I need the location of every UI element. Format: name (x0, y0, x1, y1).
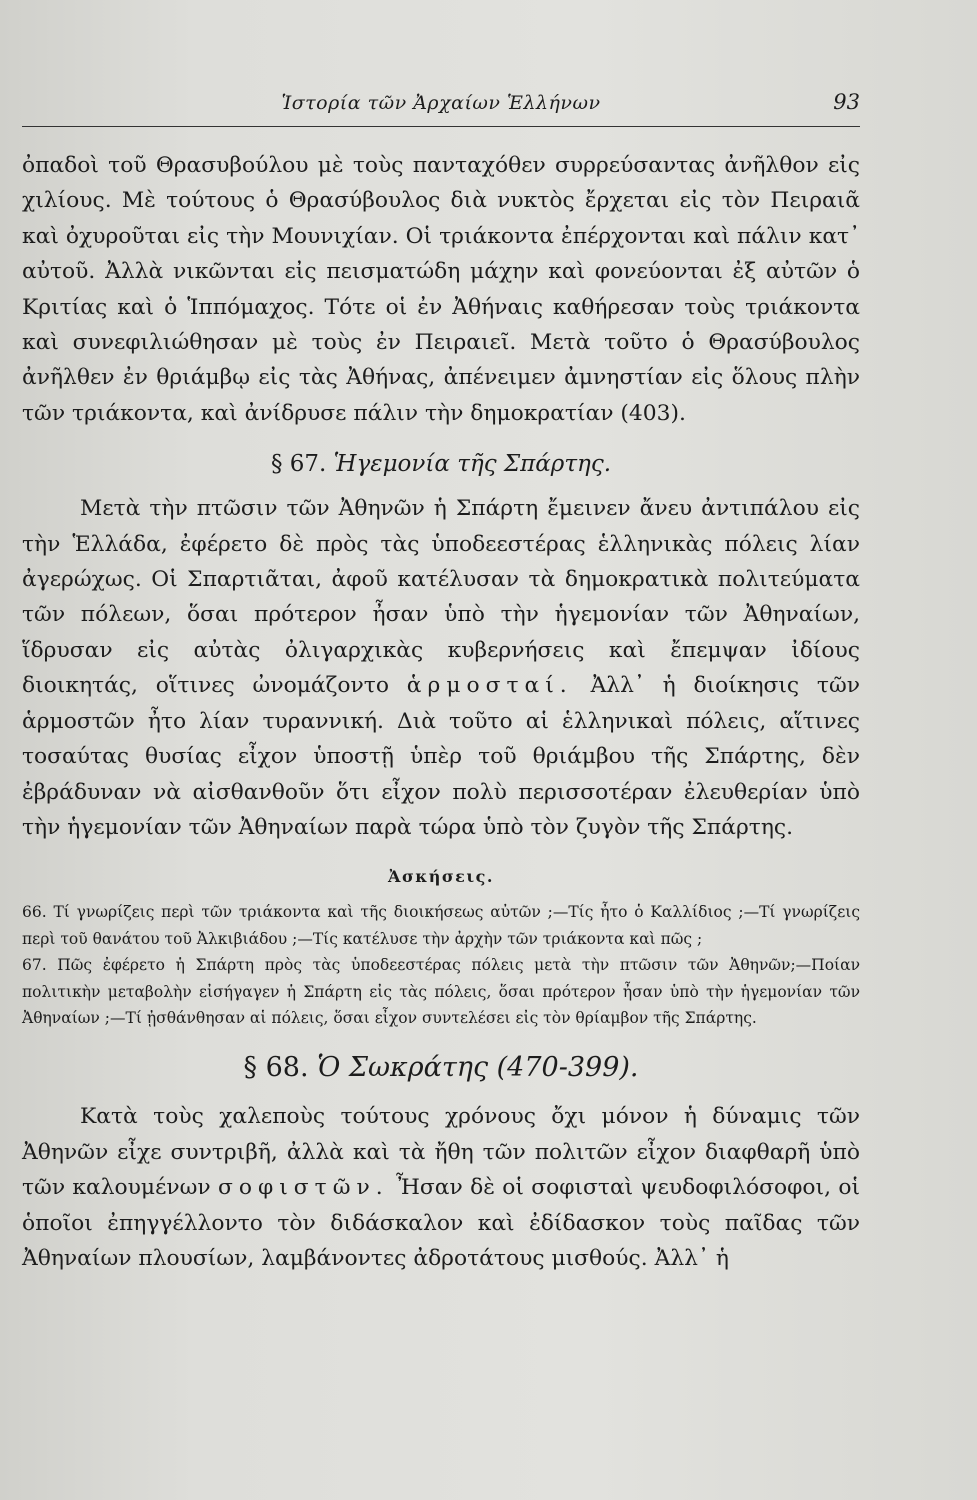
paragraph-socrates-b: Ἦσαν δὲ οἱ σοφισταὶ ψευδοφιλόσοφοι, οἱ ὁποῖοι ἐπηγγέλλοντο τὸν διδάσκαλον καὶ ἐδίδασκον τοὺς παῖδας τῶν Ἀθηναίων πλουσίων, λαμβάνοντες ἀδροτάτους μισθούς. Ἀλλ᾽ ἡ (22, 1175, 860, 1271)
paragraph-socrates-a: Κατὰ τοὺς χαλεποὺς τούτους χρόνους ὄχι μόνον ἡ δύναμις τῶν Ἀθηνῶν εἶχε συντριβῆ, ἀλλὰ καὶ τὰ ἤθη τῶν πολιτῶν εἶχον διαφθαρῆ ὑπὸ τῶν καλουμένων (22, 1104, 860, 1201)
paragraph-spartan-hegemony-a: Μετὰ τὴν πτῶσιν τῶν Ἀθηνῶν ἡ Σπάρτη ἔμεινεν ἄνευ ἀντιπάλου εἰς τὴν Ἑλλάδα, ἐφέρετο δὲ πρὸς τὰς ὑποδεεστέρας ἑλληνικὰς πόλεις λίαν ἀγερώχως. Οἱ Σπαρτιᾶται, ἀφοῦ κατέλυσαν τὰ δημοκρατικὰ πολιτεύματα τῶν πόλεων, ὅσαι πρότερον ἦσαν ὑπὸ τὴν ἡγεμονίαν τῶν Ἀθηναίων, ἵδρυσαν εἰς αὐτὰς ὀλιγαρχικὰς κυβερνήσεις καὶ ἔπεμψαν ἰδίους διοικητάς, οἵτινες ὠνομάζοντο (22, 496, 860, 699)
page-number: 93 (833, 90, 860, 114)
page-body (22, 148, 860, 1276)
running-title: Ἱστορία τῶν Ἀρχαίων Ἑλλήνων (281, 92, 601, 114)
exercises-heading: Ἀσκήσεις. (388, 867, 494, 887)
page-header (22, 88, 860, 124)
exercise-66: 66. Τί γνωρίζεις περὶ τῶν τριάκοντα καὶ τῆς διοικήσεως αὐτῶν ;—Τίς ἦτο ὁ Καλλίδιος ;—Τί γνωρίζεις περὶ τοῦ θανάτου τοῦ Ἀλκιβιάδου ;—Τίς κατέλυσε τὴν ἀρχὴν τῶν τριάκοντα καὶ πῶς ; (22, 903, 860, 948)
term-harmostai: ἁρμοσταί. (406, 673, 573, 699)
paragraph-spartan-hegemony-b: Ἀλλ᾽ ἡ διοίκησις τῶν ἁρμοστῶν ἦτο λίαν τυραννική. Διὰ τοῦτο αἱ ἑλληνικαὶ πόλεις, αἵτινες τοσαύτας θυσίας εἶχον ὑποστῇ ὑπὲρ τοῦ θριάμβου τῆς Σπάρτης, δὲν ἐβράδυναν νὰ αἰσθανθοῦν ὅτι εἶχον πολὺ περισσοτέραν ἐλευθερίαν ὑπὸ τὴν ἡγεμονίαν τῶν Ἀθηναίων παρὰ τώρα ὑπὸ τὸν ζυγὸν τῆς Σπάρτης. (22, 673, 861, 840)
section-67-number: § 67. (270, 451, 327, 478)
section-68-title: Ὁ Σωκράτης (470-399). (317, 1052, 639, 1084)
section-68-heading (22, 1051, 860, 1085)
paragraph-spartan-hegemony (22, 491, 860, 845)
section-68-number: § 68. (243, 1052, 309, 1084)
section-67-heading (22, 447, 860, 481)
paragraph-thrasybulus: ὀπαδοὶ τοῦ Θρασυβούλου μὲ τοὺς πανταχόθεν συρρεύσαντας ἀνῆλθον εἰς χιλίους. Μὲ τούτους ὁ Θρασύβουλος διὰ νυκτὸς ἔρχεται εἰς τὸν Πειραιᾶ καὶ ὀχυροῦται εἰς τὴν Μουνιχίαν. Οἱ τριάκοντα ἐπέρχονται καὶ πάλιν κατ᾽ αὐτοῦ. Ἀλλὰ νικῶνται εἰς πεισματώδη μάχην καὶ φονεύονται ἐξ αὐτῶν ὁ Κριτίας καὶ ὁ Ἱππόμαχος. Τότε οἱ ἐν Ἀθήναις καθήρεσαν τοὺς τριάκοντα καὶ συνεφιλιώθησαν μὲ τοὺς ἐν Πειραιεῖ. Μετὰ τοῦτο ὁ Θρασύβουλος ἀνῆλθεν ἐν θριάμβῳ εἰς τὰς Ἀθήνας, ἀπένειμεν ἀμνηστίαν εἰς ὅλους πλὴν τῶν τριάκοντα, καὶ ἀνίδρυσε πάλιν τὴν δημοκρατίαν (403). (22, 153, 860, 426)
header-rule (22, 126, 860, 127)
term-sophists: σοφιστῶν. (217, 1175, 389, 1201)
exercise-67: 67. Πῶς ἐφέρετο ἡ Σπάρτη πρὸς τὰς ὑποδεεστέρας πόλεις μετὰ τὴν πτῶσιν τῶν Ἀθηνῶν;—Ποίαν πολιτικὴν μεταβολὴν εἰσήγαγεν ἡ Σπάρτη εἰς τὰς πόλεις, ὅσαι πρότερον ἦσαν ὑπὸ τὴν ἡγεμονίαν τῶν Ἀθηναίων ;—Τί ᾐσθάνθησαν αἱ πόλεις, ὅσαι εἶχον συντελέσει εἰς τὸν θρίαμβον τῆς Σπάρτης. (22, 956, 860, 1027)
paragraph-socrates (22, 1099, 860, 1276)
section-67-title: Ἡγεμονία τῆς Σπάρτης. (333, 451, 612, 478)
